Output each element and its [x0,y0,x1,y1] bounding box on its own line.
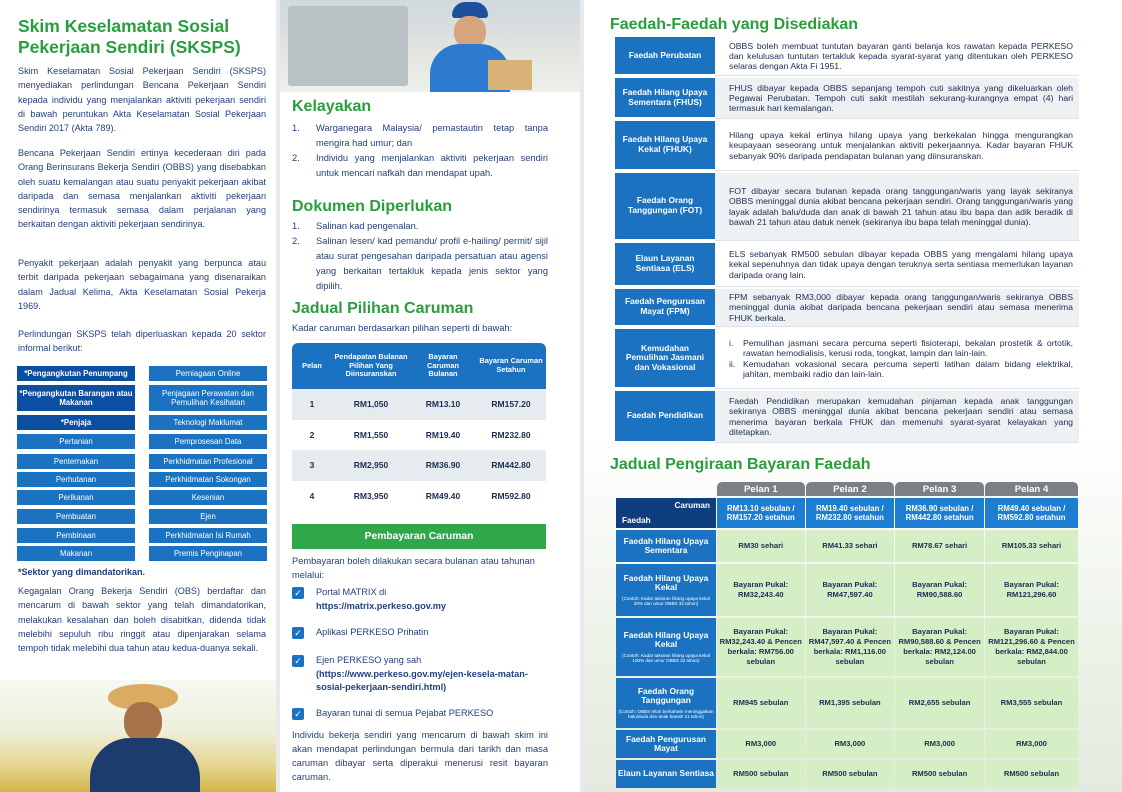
payment-option-agent [292,654,550,695]
sksps-title [18,16,241,58]
sector-item: Pembinaan [16,527,136,544]
table-cell: Bayaran Pukal: RM47,597.40 & Pencen berkala: RM1,116.00 sebulan [806,618,895,676]
benefit-row [615,121,1079,171]
row-label [616,760,716,788]
table-cell: Bayaran Pukal: RM90,588.60 [895,564,984,616]
table-row [292,481,546,512]
table-cell: RM232.80 [476,420,546,451]
plan-rate: RM49.40 sebulan / RM592.80 setahun [985,498,1078,528]
calc-heading: Jadual Pengiraan Bayaran Faedah [610,456,871,473]
table-cell: RM19.40 [410,420,476,451]
table-cell: RM500 sebulan [806,760,895,788]
table-cell: Bayaran Pukal: RM121,296.60 & Pencen berkala: RM2,844.00 sebulan [985,618,1078,676]
dokumen-heading: Dokumen Diperlukan [292,198,453,215]
table-cell: RM13.10 [410,389,476,420]
plan-header: Pelan 4 [985,482,1078,496]
row-label-text: Faedah Orang Tanggungan [637,685,695,706]
sector-item: Teknologi Maklumat [148,414,268,431]
table-cell: RM500 sebulan [717,760,805,788]
intro-paragraph: Skim Keselamatan Sosial Pekerjaan Sendiri (SKSPS) menyediakan perlindungan Bencana Pekerjaan Sendiri kepada individu yang menjalankan aktiviti pekerjaan sendiri di bawah peruntukan Akta Keselamatan Sosial Pekerjaan Sendiri 2017 (Akta 789). [18,66,266,134]
list-item [729,359,1073,379]
row-label [616,618,716,676]
plan-rate: RM13.10 sebulan / RM157.20 setahun [717,498,805,528]
table-cell: RM1,050 [332,389,410,420]
row-label [616,530,716,562]
benefit-row [615,37,1079,76]
benefit-row [615,173,1079,241]
row-label-text: Faedah Hilang Upaya Sementara [623,535,709,555]
parcel-shape [488,60,532,90]
table-cell: RM500 sebulan [895,760,984,788]
jadual-subtitle: Kadar caruman berdasarkan pilihan seperti di bawah: [292,323,513,333]
shirt-shape [90,738,200,792]
delivery-illustration [280,0,580,92]
agent-link[interactable]: (https://www.perkeso.gov.my/ejen-kesela-matan-sosial-pekerjaan-sendiri.html) [316,668,528,693]
benefit-description [715,329,1079,389]
table-cell: RM105.33 sehari [985,530,1078,562]
row-label [616,564,716,616]
list-text: Kemudahan vokasional secara percuma seperti latihan dalam bidang elektrikal, jahitan, membaiki radio dan lain-lain. [743,358,1073,379]
benefit-description: FOT dibayar secara bulanan kepada orang tanggungan/waris yang layak sekiranya OBBS meninggal dunia akibat bencana pekerjaan sendiri. Orang tanggungan/waris yang layak adalah balu/duda dan anak di bawah 21 tahun atau ibu bapa dan adik beradik di bawah 21 tahun atau datuk nenek (sekiranya ibu bapa telah meninggal dunia). [715,173,1079,241]
table-cell: 4 [292,481,332,512]
benefit-row [615,78,1079,119]
table-cell: RM78.67 sehari [895,530,984,562]
table-cell: RM3,950 [332,481,410,512]
column-header: Pelan [292,343,332,389]
table-cell: RM3,000 [985,730,1078,758]
sector-item: Kesenian [148,489,268,506]
table-cell: Bayaran Pukal: RM47,597.40 [806,564,895,616]
corner-caruman: Caruman [674,501,710,510]
jadual-heading: Jadual Pilihan Caruman [292,300,474,317]
benefit-description: Hilang upaya kekal ertinya hilang upaya yang berkekalan hingga mengurangkan keupayaan seseorang untuk menjalankan aktiviti pekerjaannya. Kadar bayaran FHUK sebanyak 90% daripada pendapatan bulanan yang diinsuranskan. [715,121,1079,171]
option-text: Bayaran tunai di semua Pejabat PERKESO [316,708,494,718]
table-cell: RM41.33 sehari [806,530,895,562]
pembayaran-intro: Pembayaran boleh dilakukan secara bulanan atau tahunan melalui: [292,556,535,580]
table-row [616,678,1078,728]
house-shape [288,6,408,86]
table-cell: RM592.80 [476,481,546,512]
table-cell: RM3,000 [717,730,805,758]
payment-option-matrix [292,586,550,613]
table-cell: RM1,395 sebulan [806,678,895,728]
sector-item: Perikanan [16,489,136,506]
table-cell: RM945 sebulan [717,678,805,728]
dokumen-list [292,219,548,294]
sector-item: Perkhidmatan Profesional [148,453,268,470]
list-item [292,234,548,294]
corner-faedah: Faedah [622,516,651,525]
middle-panel [280,0,580,792]
row-label [616,730,716,758]
penyakit-paragraph: Penyakit pekerjaan adalah penyakit yang berpunca atau terbit daripada pekerjaan sebagaimana yang disenaraikan dalam Jadual Kelima, Akta Keselamatan Sosial Pekerja 1969. [18,258,266,311]
row-note: (Contoh: Kadar taksiran hilang upaya kekal 20% dan umur OBBS 32 tahun) [622,595,710,606]
plan-header: Pelan 3 [895,482,984,496]
sector-item: Penjagaan Perawatan dan Pemulihan Kesihatan [148,384,268,412]
benefit-description: FHUS dibayar kepada OBBS sepanjang tempoh cuti sakitnya yang dikeluarkan oleh Pegawai Perubatan. Tempoh cuti sakit mestilah sekurang-kurangnya empat (4) hari termasuk hari kemalangan. [715,78,1079,119]
benefit-label: Kemudahan Pemulihan Jasmani dan Vokasional [615,329,715,389]
sector-item: *Penjaja [16,414,136,431]
checkmark-icon: ✓ [292,587,304,599]
blank-header [616,482,716,496]
table-cell: RM3,555 sebulan [985,678,1078,728]
sector-item: Perkhidmatan Sokongan [148,471,268,488]
table-cell: 2 [292,420,332,451]
list-number: 1. [292,123,300,133]
table-row [616,530,1078,562]
table-header-row [292,343,546,389]
plan-rate: RM19.40 sebulan / RM232.80 setahun [806,498,895,528]
sector-item: Ejen [148,508,268,525]
table-cell: RM2,950 [332,450,410,481]
benefit-row [615,329,1079,389]
list-number: ii. [729,358,736,369]
option-text: Portal MATRIX di [316,587,387,597]
plan-header: Pelan 2 [806,482,895,496]
table-cell: RM3,000 [806,730,895,758]
sector-item: *Pengangkutan Penumpang [16,365,136,382]
column-header: Bayaran Caruman Setahun [476,343,546,389]
matrix-link[interactable]: https://matrix.perkeso.gov.my [316,600,447,611]
benefit-description: ELS sebanyak RM500 sebulan dibayar kepada OBBS yang mengalami hilang upaya kekal sepenuhnya dan tidak upaya dengan teruknya serta sentiasa memerlukan layanan daripada orang lain. [715,243,1079,287]
table-cell: RM2,655 sebulan [895,678,984,728]
benefit-label: Elaun Layanan Sentiasa (ELS) [615,243,715,287]
payment-option-cash [292,707,550,721]
row-note: (Contoh: OBBS telah berkahwin meninggalkan balu/duda dan anak bawah 21 tahun) [618,708,714,719]
title-line-2: Pekerjaan Sendiri (SKSPS) [18,37,241,57]
table-cell: Bayaran Pukal: RM32,243.40 [717,564,805,616]
list-item [292,121,548,151]
sector-item: *Pengangkutan Barangan atau Makanan [16,384,136,412]
sector-item: Premis Penginapan [148,545,268,562]
farmer-illustration [0,680,276,792]
plan-rate: RM36.90 sebulan / RM442.80 setahun [895,498,984,528]
pembayaran-banner: Pembayaran Caruman [292,524,546,549]
row-label-text: Faedah Hilang Upaya Kekal [623,629,709,650]
plan-header: Pelan 1 [717,482,805,496]
list-item [292,151,548,181]
list-text: Salinan lesen/ kad pemandu/ profil e-hailing/ permit/ sijil atau surat pengesahan daripada persatuan atau agensi yang berkaitan tertakluk kepada jenis sektor yang dipilih. [316,236,548,291]
list-number: 1. [292,221,300,231]
table-cell: RM500 sebulan [985,760,1078,788]
kelayakan-list [292,121,548,181]
table-cell: RM442.80 [476,450,546,481]
sector-item: Penternakan [16,453,136,470]
left-panel [0,0,276,792]
list-number: 2. [292,153,300,163]
benefit-row [615,243,1079,287]
sector-item: Perniagaan Online [148,365,268,382]
checkmark-icon: ✓ [292,655,304,667]
table-cell: Bayaran Pukal: RM90,588.60 & Pencen berkala: RM2,124.00 sebulan [895,618,984,676]
benefit-description: Faedah Pendidikan merupakan kemudahan pinjaman kepada anak tanggungan sekiranya OBBS meninggal dunia akibat bencana pekerjaan sendiri atau semasa menerima bayaran berkala FHUK dan memenuhi syarat-syarat kelayakan yang ditetapkan. [715,391,1079,443]
sector-item: Pembuatan [16,508,136,525]
table-cell: Bayaran Pukal: RM121,296.60 [985,564,1078,616]
benefit-description: OBBS boleh membuat tuntutan bayaran ganti belanja kos rawatan kepada PERKESO dan kelulusan tuntutan tertakluk kepada syarat-syarat yang ditentukan oleh PERKESO selaras dengan Akta Fi 1951. [715,37,1079,76]
table-row [616,760,1078,788]
face-shape [124,702,162,742]
benefit-row [615,289,1079,327]
sektor-intro: Perlindungan SKSPS telah diperluaskan kepada 20 sektor informal berikut: [18,329,266,354]
title-line-1: Skim Keselamatan Sosial [18,16,230,36]
list-number: i. [729,338,734,349]
table-cell: RM30 sehari [717,530,805,562]
benefit-row [615,391,1079,443]
table-corner [616,498,716,528]
row-label-text: Elaun Layanan Sentiasa [618,768,714,779]
table-cell: Bayaran Pukal: RM32,243.40 & Pencen berkala: RM756.00 sebulan [717,618,805,676]
row-label-text: Faedah Hilang Upaya Kekal [623,572,709,593]
checkmark-icon: ✓ [292,627,304,639]
benefit-description: FPM sebanyak RM3,000 dibayar kepada orang tanggungan/waris sekiranya OBBS meninggal dunia akibat daripada bencana pekerjaan sendiri atau semasa menerima FHUK berkala. [715,289,1079,327]
faedah-heading: Faedah-Faedah yang Disediakan [610,16,859,33]
benefit-label: Faedah Hilang Upaya Sementara (FHUS) [615,78,715,119]
coverage-note: Individu bekerja sendiri yang mencarum di bawah skim ini akan mendapat perlindungan bermula dari tarikh dan masa caruman dibayar serta diperakui menerusi resit bayaran caruman. [292,730,548,782]
option-text: Ejen PERKESO yang sah [316,655,422,665]
checkmark-icon: ✓ [292,708,304,720]
payment-option-app [292,626,550,640]
column-header: Bayaran Caruman Bulanan [410,343,476,389]
benefit-label: Faedah Pengurusan Mayat (FPM) [615,289,715,327]
row-note: (Contoh: Kadar taksiran hilang upaya kekal 100% dan umur OBBS 32 tahun) [622,652,710,663]
table-row [616,730,1078,758]
plan-header-row [616,482,1078,496]
kelayakan-heading: Kelayakan [292,98,372,115]
benefit-label: Faedah Orang Tanggungan (FOT) [615,173,715,241]
benefit-label: Faedah Pendidikan [615,391,715,443]
benefit-label: Faedah Hilang Upaya Kekal (FHUK) [615,121,715,171]
sector-item: Pemprosesan Data [148,433,268,450]
row-label-text: Faedah Pengurusan Mayat [625,733,707,753]
table-cell: 1 [292,389,332,420]
table-cell: RM1,550 [332,420,410,451]
sector-item: Perkhidmatan Isi Rumah [148,527,268,544]
benefit-label: Faedah Perubatan [615,37,715,76]
sector-item: Makanan [16,545,136,562]
right-panel [584,0,1122,792]
penalty-paragraph: Kegagalan Orang Bekerja Sendiri (OBS) berdaftar dan mencarum di bawah sektor yang telah dimandatorikan, melakukan kesalahan dan boleh disabitkan, didenda tidak melebihi sepuluh ribu ringgit atau dipenjarakan selama tempoh tidak melebihi dua tahun atau kedua-duanya sekali. [18,586,266,654]
table-row [616,618,1078,676]
table-cell: RM3,000 [895,730,984,758]
list-number: 2. [292,236,300,246]
benefit-calculation-table [615,480,1079,790]
sector-item: Perhutanan [16,471,136,488]
table-cell: 3 [292,450,332,481]
bencana-paragraph: Bencana Pekerjaan Sendiri ertinya kecederaan diri pada Orang Berinsurans Bekerja Sendiri (OBBS) yang disebabkan oleh suatu kemalangan atau suatu penyakit pekerjaan akibat daripada dan semasa menjalankan aktiviti pekerjaan sendirinya termasuk semasa dalam perjalanan yang berkaitan dengan aktiviti pekerjaan sendirinya. [18,148,266,230]
table-cell: RM49.40 [410,481,476,512]
table-cell: RM36.90 [410,450,476,481]
contribution-table [292,343,546,511]
list-item [292,219,548,234]
list-text: Pemulihan jasmani secara percuma seperti fisioterapi, bekalan prostetik & ortotik, rawatan hemodialisis, kerusi roda, tongkat, lampin dan lain-lain. [743,338,1073,359]
table-row [616,564,1078,616]
table-row [292,450,546,481]
list-item [729,338,1073,358]
table-row [292,420,546,451]
mandatory-note: *Sektor yang dimandatorikan. [18,567,146,577]
rate-row [616,498,1078,528]
list-text: Salinan kad pengenalan. [316,221,419,231]
option-text: Aplikasi PERKESO Prihatin [316,627,429,637]
table-cell: RM157.20 [476,389,546,420]
column-header: Pendapatan Bulanan Pilihan Yang Diinsuranskan [332,343,410,389]
table-row [292,389,546,420]
list-text: Individu yang menjalankan aktiviti pekerjaan sendiri untuk mencari nafkah dan mendapat upah. [316,153,548,178]
list-text: Warganegara Malaysia/ pemastautin tetap tanpa mengira had umur; dan [316,123,548,148]
row-label [616,678,716,728]
sector-item: Pertanian [16,433,136,450]
